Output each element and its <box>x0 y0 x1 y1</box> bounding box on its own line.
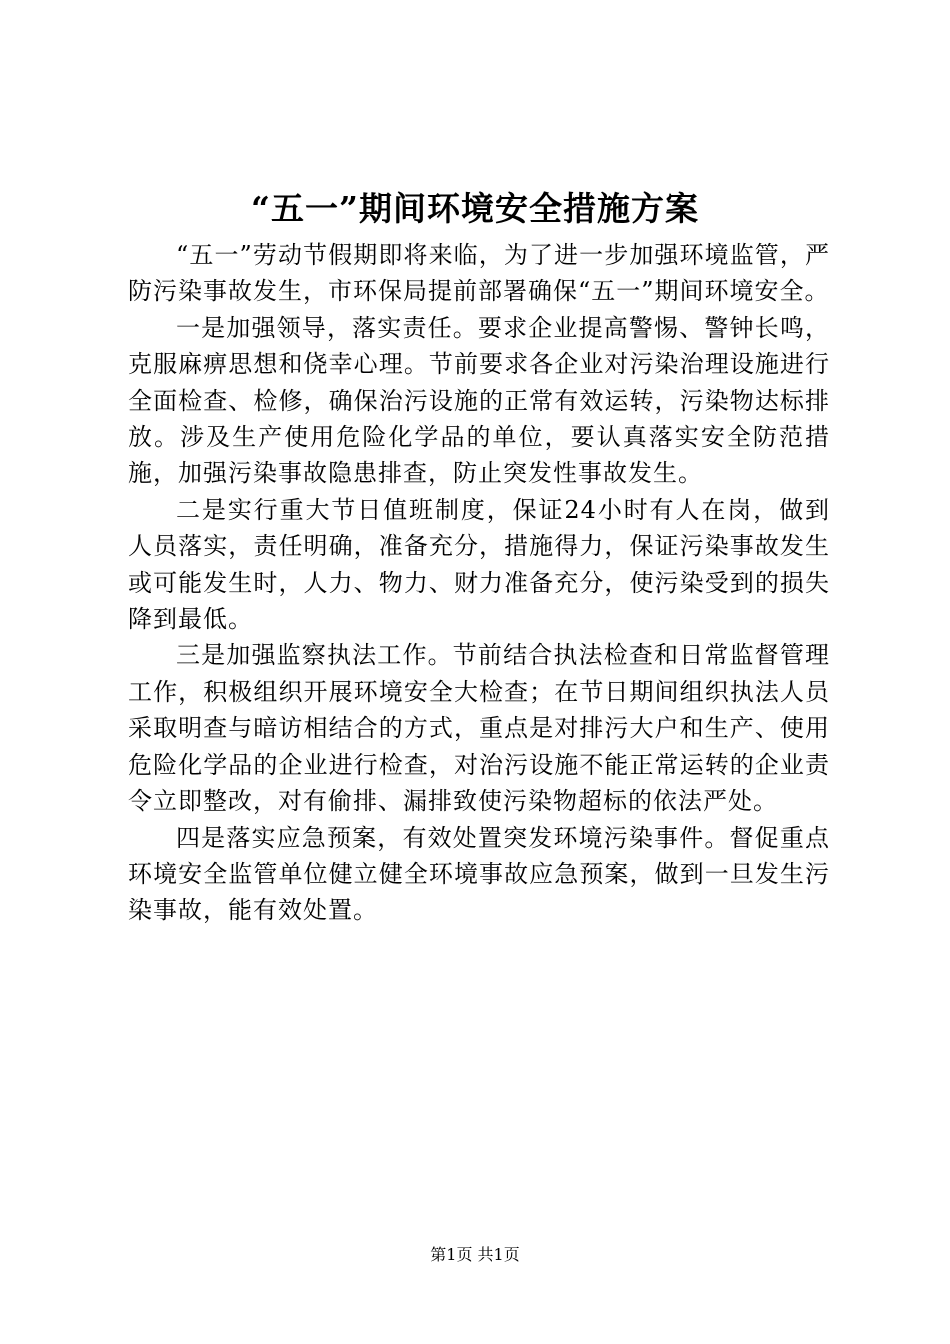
document-title: “五一”期间环境安全措施方案 <box>251 189 699 228</box>
paragraph-point-two: 二是实行重大节日值班制度，保证24小时有人在岗，做到人员落实，责任明确，准备充分，措施得力，保证污染事故发生或可能发生时，人力、物力、财力准备充分，使污染受到的损失降到最低。 <box>128 495 830 634</box>
page-footer: 第1页 共1页 <box>430 1245 520 1264</box>
paragraph-point-three: 三是加强监察执法工作。节前结合执法检查和日常监督管理工作，积极组织开展环境安全大检查；在节日期间组织执法人员采取明查与暗访相结合的方式，重点是对排污大户和生产、使用危险化学品的企业进行检查，对治污设施不能正常运转的企业责令立即整改，对有偷排、漏排致使污染物超标的依法严处。 <box>128 641 830 816</box>
paragraph-point-one: 一是加强领导，落实责任。要求企业提高警惕、警钟长鸣，克服麻痹思想和侥幸心理。节前要求各企业对污染治理设施进行全面检查、检修，确保治污设施的正常有效运转，污染物达标排放。涉及生产使用危险化学品的单位，要认真落实安全防范措施，加强污染事故隐患排查，防止突发性事故发生。 <box>128 313 830 488</box>
paragraph-point-four: 四是落实应急预案，有效处置突发环境污染事件。督促重点环境安全监管单位健立健全环境事故应急预案，做到一旦发生污染事故，能有效处置。 <box>128 823 830 925</box>
paragraph-intro: “五一”劳动节假期即将来临，为了进一步加强环境监管，严防污染事故发生，市环保局提前部署确保“五一”期间环境安全。 <box>128 241 830 306</box>
document-body <box>128 237 830 929</box>
